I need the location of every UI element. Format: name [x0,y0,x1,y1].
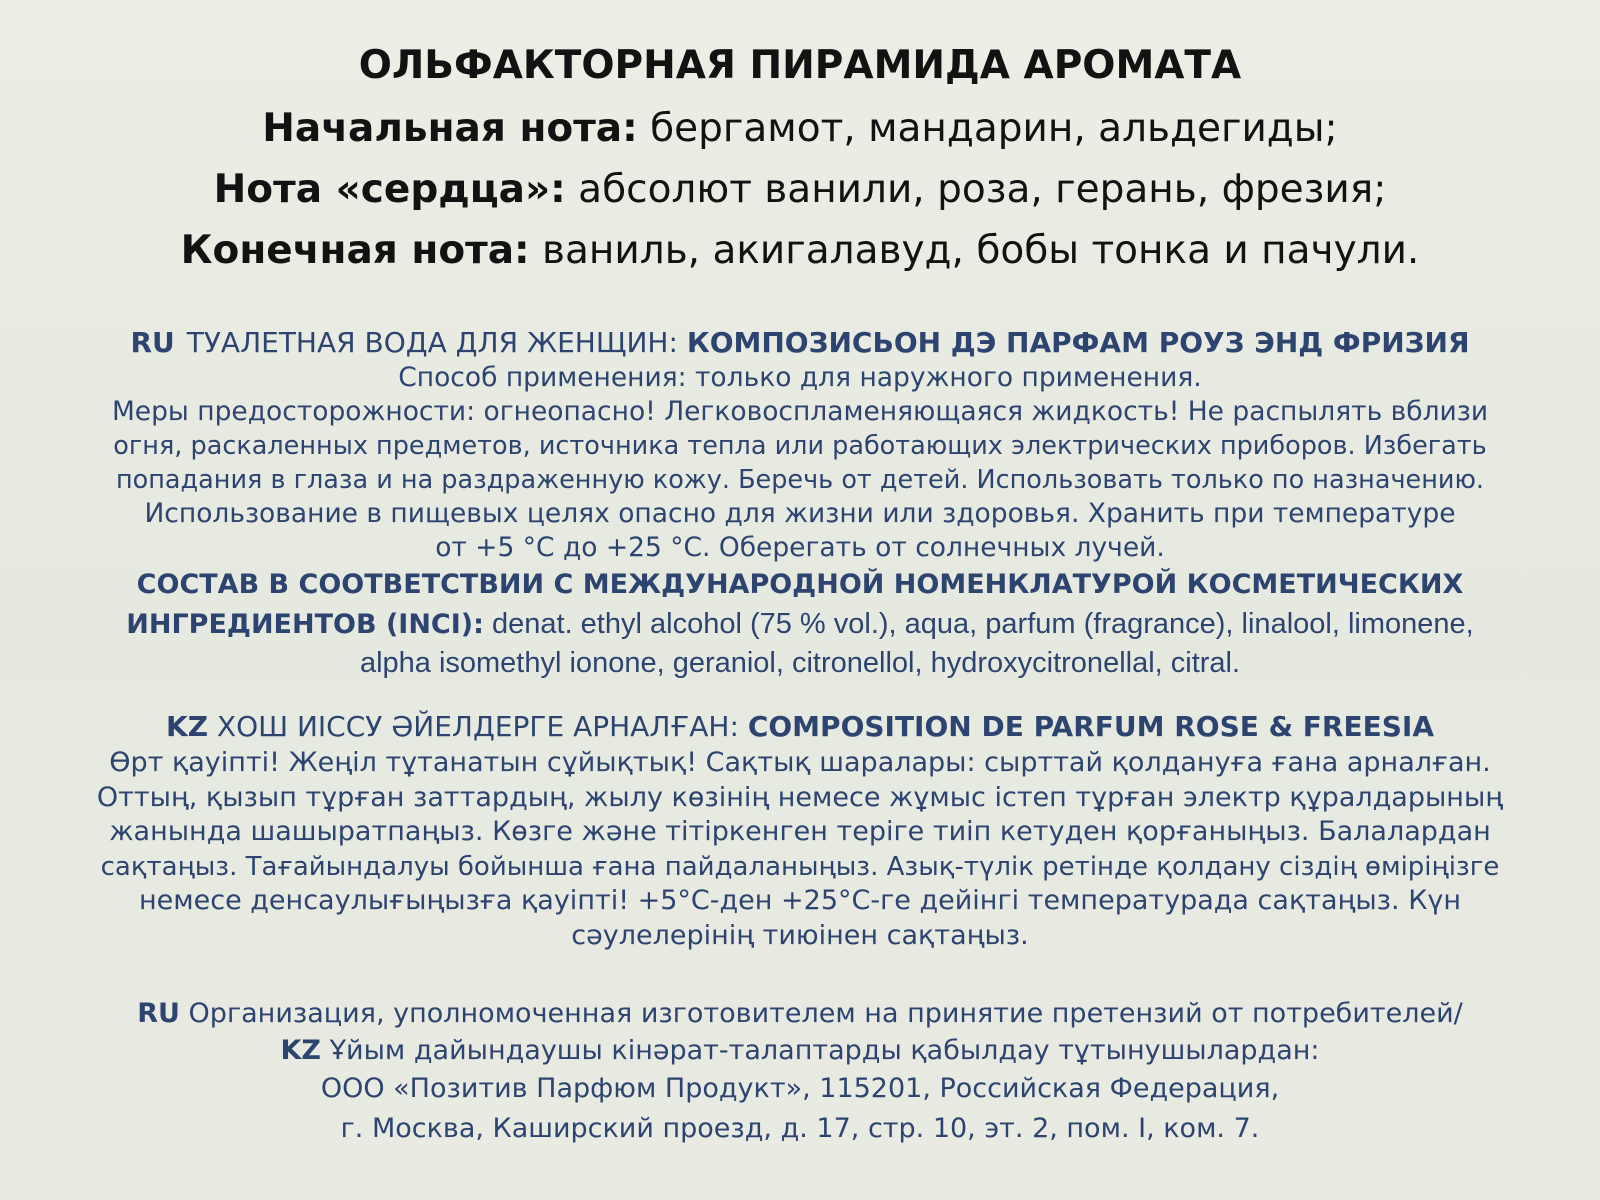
heart-note-label: Нота «сердца»: [213,167,566,212]
org-kz-code: KZ [280,1035,321,1066]
org-address-1: ООО «Позитив Парфюм Продукт», 115201, Российская Федерация, [320,1073,1280,1104]
ru-composition-heading-2: ИНГРЕДИЕНТОВ (INCI): [126,609,484,640]
ru-lang-code: RU [130,326,175,359]
org-ru-code: RU [137,998,180,1029]
org-kz-line [0,1032,1600,1069]
base-note [0,220,1600,281]
ru-composition-line [0,605,1600,644]
ru-section [0,325,1600,682]
org-ru-text: Организация, уполномоченная изготовителем на принятие претензий от потребителей/ [179,998,1463,1029]
ru-line: Способ применения: только для наружного применения. [398,362,1202,393]
ru-line: от +5 °С до +25 °С. Оберегать от солнечных лучей. [435,532,1165,563]
org-address-2: г. Москва, Каширский проезд, д. 17, стр. 10, эт. 2, пом. I, ком. 7. [340,1113,1260,1144]
kz-product-type: ХОШ ИІССУ ӘЙЕЛДЕРГЕ АРНАЛҒАН: [208,710,748,743]
kz-section [0,708,1600,953]
heart-note [0,159,1600,220]
kz-lang-code: KZ [166,710,208,743]
base-note-label: Конечная нота: [180,228,530,273]
ru-ingredients-2: alpha isomethyl ionone, geraniol, citronellol, hydroxycitronellal, citral. [359,647,1241,679]
ru-line: Меры предосторожности: огнеопасно! Легковоспламеняющаяся жидкость! Не распылять вблизи [111,396,1489,427]
kz-product-line [0,708,1600,746]
org-kz-text: Ұйым дайындаушы кінәрат-талаптарды қабылдау тұтынушылардан: [320,1035,1320,1066]
organization-section [0,995,1600,1149]
kz-line: жанында шашыратпаңыз. Көзге және тітіркенген теріге тиіп кетуден қорғаныңыз. Балалардан [109,816,1491,847]
top-note [0,98,1600,159]
ru-product-type: ТУАЛЕТНАЯ ВОДА ДЛЯ ЖЕНЩИН: [186,326,687,359]
ru-line: огня, раскаленных предметов, источника тепла или работающих электрических приборов. Избегать [113,431,1487,461]
ru-line: Использование в пищевых целях опасно для жизни или здоровья. Хранить при температуре [144,498,1456,529]
kz-line: немесе денсаулығыңызға қауіпті! +5°С-ден +25°С-ге дейінгі температурада сақтаңыз. Күн [138,885,1462,916]
base-note-value: ваниль, акигалавуд, бобы тонка и пачули. [529,228,1420,273]
ru-line: попадания в глаза и на раздраженную кожу. Беречь от детей. Использовать только по назначению. [115,465,1485,495]
kz-product-name: COMPOSITION DE PARFUM ROSE & FREESIA [747,710,1434,743]
kz-line: сақтаңыз. Тағайындалуы бойынша ғана пайдаланыңыз. Азық-түлік ретінде қолдану сіздің өміріңізге [100,851,1500,882]
heart-note-value: абсолют ванили, роза, герань, фрезия; [565,167,1387,212]
kz-line: Оттың, қызып тұрған заттардың, жылу көзінің немесе жұмыс істеп тұрған электр құралдарының [96,781,1504,813]
ru-product-name: КОМПОЗИСЬОН ДЭ ПАРФАМ РОУЗ ЭНД ФРИЗИЯ [686,326,1470,359]
ru-ingredients-1: denat. ethyl alcohol (75 % vol.), aqua, parfum (fragrance), linalool, limonene, [483,608,1474,640]
pyramid-title: ОЛЬФАКТОРНАЯ ПИРАМИДА АРОМАТА [358,43,1242,88]
org-ru-line [0,995,1600,1032]
top-note-value: бергамот, мандарин, альдегиды; [637,106,1338,151]
kz-line: сәулелерінің тиюінен сақтаңыз. [571,919,1029,951]
ru-composition-heading: СОСТАВ В СООТВЕТСТВИИ С МЕЖДУНАРОДНОЙ НОМЕНКЛАТУРОЙ КОСМЕТИЧЕСКИХ [136,569,1464,600]
ru-product-line [0,325,1600,361]
kz-line: Өрт қауіпті! Жеңіл тұтанатын сұйықтық! Сақтық шаралары: сырттай қолдануға ғана арналған. [109,747,1491,778]
top-note-label: Начальная нота: [262,106,638,151]
olfactory-pyramid [0,40,1600,281]
